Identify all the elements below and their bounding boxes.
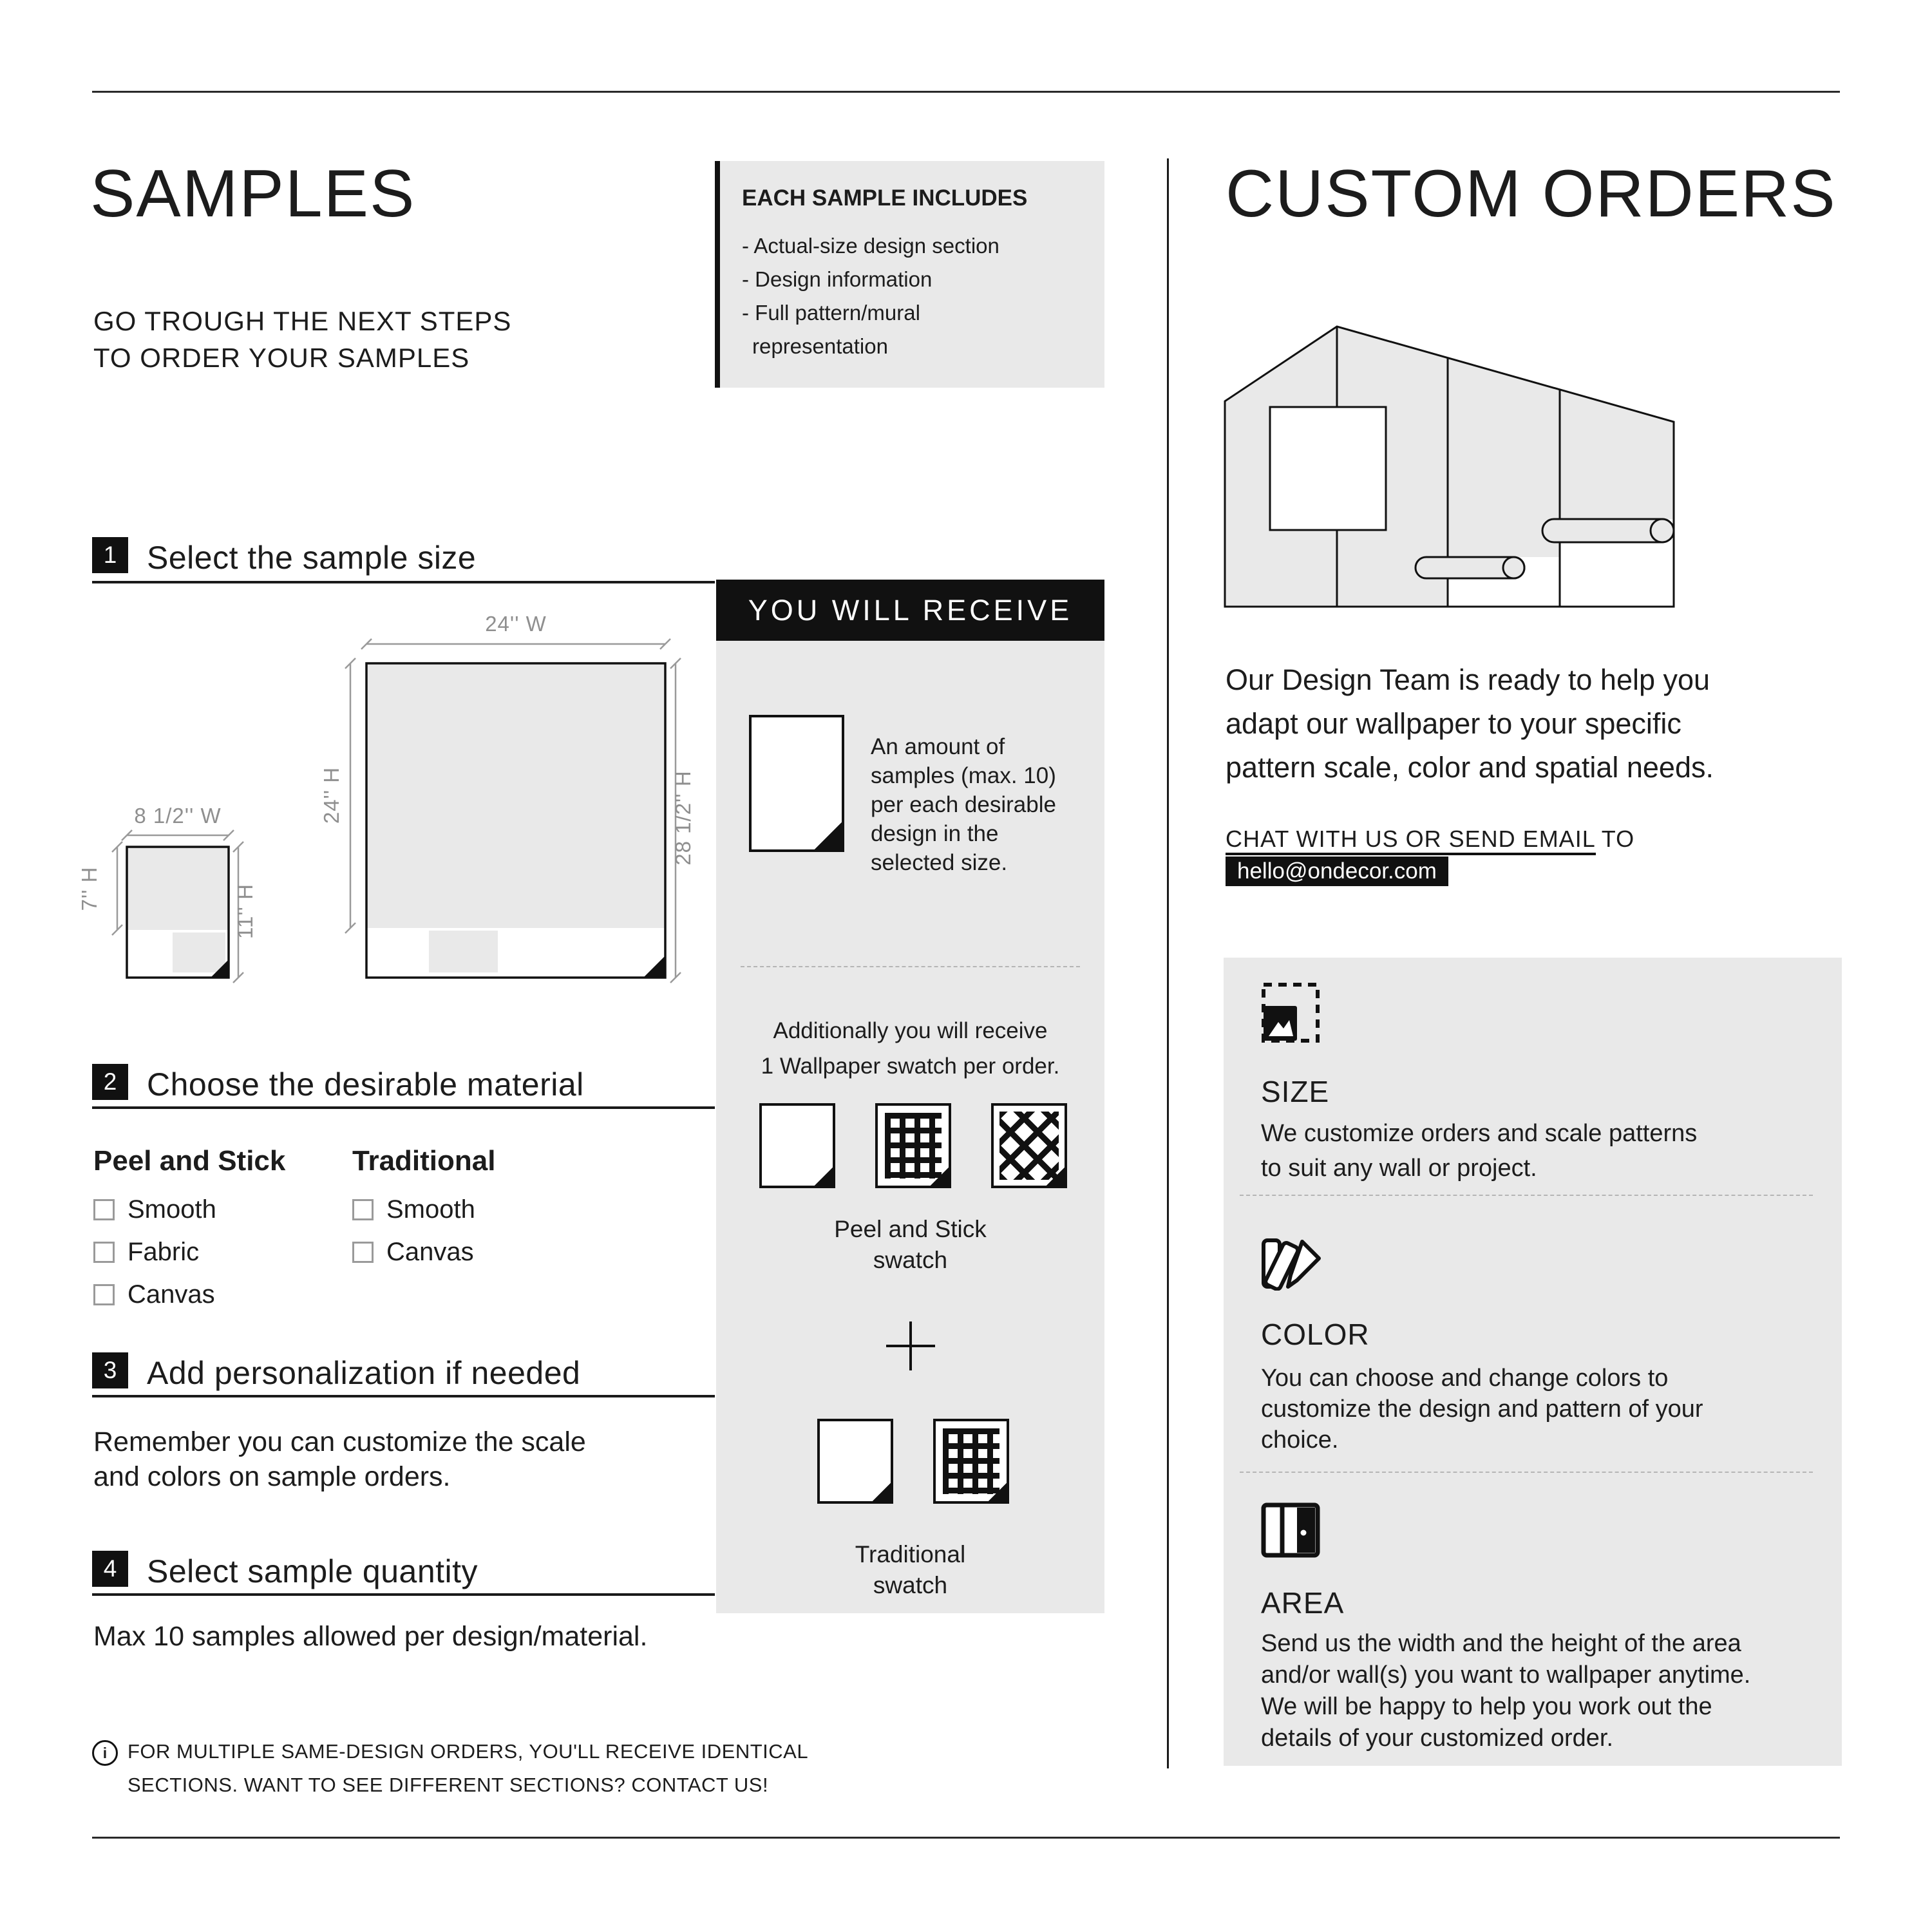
step-3-rule	[92, 1395, 715, 1397]
sample-size-diagram	[64, 605, 715, 1005]
option-row-trad-canvas	[352, 1238, 474, 1267]
traditional-swatch-label-2: swatch	[873, 1572, 948, 1598]
footer-line: SECTIONS. WANT TO SEE DIFFERENT SECTIONS? CONTACT US!	[128, 1774, 769, 1796]
step-2-rule	[92, 1106, 715, 1109]
includes-accent-bar	[715, 161, 720, 388]
amount-line: An amount of	[871, 734, 1005, 759]
custom-orders-title: CUSTOM ORDERS	[1226, 156, 1837, 231]
step-4-title: Select sample quantity	[147, 1553, 478, 1589]
step-4-note: Max 10 samples allowed per design/material.	[93, 1621, 648, 1652]
option-label: Fabric	[128, 1238, 200, 1266]
feature-line: You can choose and change colors to	[1261, 1365, 1669, 1392]
step-3-badge: 3	[92, 1352, 128, 1388]
option-label: Smooth	[128, 1195, 216, 1224]
dashed-separator	[1240, 1195, 1813, 1196]
small-height-right-label: 11'' H	[233, 884, 257, 939]
step-3-note	[93, 1425, 586, 1494]
peel-swatch-label-1: Peel and Stick	[834, 1216, 987, 1242]
checkbox-trad-smooth[interactable]	[352, 1199, 374, 1220]
includes-item: - Full pattern/mural	[742, 301, 920, 325]
banner-label: YOU WILL RECEIVE	[748, 593, 1073, 627]
includes-item: - Design information	[742, 267, 933, 291]
folded-corner	[814, 822, 842, 850]
bottom-rule	[92, 1837, 1840, 1839]
intro-line: pattern scale, color and spatial needs.	[1226, 751, 1714, 784]
step-4-rule	[92, 1593, 715, 1596]
swatch-grid-icon	[875, 1103, 951, 1188]
intro-line: adapt our wallpaper to your specific	[1226, 707, 1681, 740]
dashed-separator	[741, 966, 1080, 967]
traditional-swatch-label-1: Traditional	[855, 1541, 966, 1567]
material-heading-peel-and-stick: Peel and Stick	[93, 1145, 286, 1177]
small-height-left-label: 7'' H	[77, 866, 101, 911]
feature-line: We customize orders and scale patterns	[1261, 1120, 1698, 1147]
custom-features-panel	[1224, 958, 1842, 1766]
includes-item: - Actual-size design section	[742, 234, 999, 258]
swatch-plain-icon	[817, 1419, 893, 1504]
amount-line: per each desirable	[871, 792, 1056, 817]
step-1-title: Select the sample size	[147, 540, 477, 576]
dashed-separator	[1240, 1472, 1813, 1473]
large-height-right-label: 28 1/2'' H	[671, 770, 695, 866]
large-height-left-label: 24'' H	[319, 766, 343, 824]
small-sample-thumbnail	[173, 933, 225, 972]
small-sample-design-area	[127, 847, 229, 930]
subtitle-line: GO TROUGH THE NEXT STEPS	[93, 306, 512, 336]
feature-heading-color: COLOR	[1261, 1318, 1370, 1351]
small-width-label: 8 1/2'' W	[134, 804, 222, 828]
folded-corner	[930, 1167, 949, 1186]
contact-underline	[1226, 853, 1596, 855]
wallpaper-roll-icon	[1542, 519, 1674, 542]
swatch-crosshatch-icon	[991, 1103, 1067, 1188]
option-row-trad-smooth	[352, 1195, 475, 1224]
wall-door-area-icon	[1261, 1502, 1320, 1558]
large-sample-thumbnail	[429, 931, 498, 972]
amount-note	[871, 732, 1056, 877]
note-line: Remember you can customize the scale	[93, 1426, 586, 1457]
large-width-label: 24'' W	[485, 612, 547, 636]
info-glyph: i	[102, 1744, 108, 1761]
material-heading-traditional: Traditional	[352, 1145, 496, 1177]
folded-corner	[1046, 1167, 1065, 1186]
sample-sheet-icon	[749, 715, 844, 852]
option-row-peel-fabric	[93, 1238, 199, 1267]
checkbox-peel-fabric[interactable]	[93, 1242, 115, 1263]
folded-corner	[872, 1482, 891, 1502]
step-3-title: Add personalization if needed	[147, 1355, 581, 1391]
additional-line: 1 Wallpaper swatch per order.	[761, 1054, 1060, 1079]
includes-box	[720, 161, 1104, 388]
feature-line: choice.	[1261, 1426, 1339, 1454]
email-button[interactable]: hello@ondecor.com	[1226, 857, 1448, 886]
plus-icon	[885, 1320, 936, 1372]
contact-label: CHAT WITH US OR SEND EMAIL TO	[1226, 826, 1635, 852]
option-row-peel-smooth	[93, 1195, 216, 1224]
color-swatch-pencil-icon	[1261, 1238, 1325, 1291]
column-divider	[1167, 158, 1169, 1768]
step-2-badge: 2	[92, 1064, 128, 1100]
large-sample-design-area	[366, 663, 665, 928]
includes-item: representation	[752, 334, 888, 358]
feature-line: customize the design and pattern of your	[1261, 1396, 1703, 1423]
includes-title: EACH SAMPLE INCLUDES	[742, 185, 1028, 211]
amount-line: design in the	[871, 821, 999, 846]
swatch-plain-icon	[759, 1103, 835, 1188]
option-row-peel-canvas	[93, 1280, 215, 1309]
feature-color-text	[1261, 1363, 1703, 1455]
feature-line: We will be happy to help you work out the	[1261, 1693, 1712, 1720]
option-label: Smooth	[386, 1195, 475, 1224]
feature-area-text	[1261, 1628, 1750, 1754]
info-circle-icon	[92, 1740, 118, 1766]
folded-corner	[988, 1482, 1007, 1502]
feature-line: Send us the width and the height of the area	[1261, 1630, 1741, 1657]
additional-note	[716, 1013, 1104, 1084]
top-rule	[92, 91, 1840, 93]
samples-subtitle	[93, 303, 511, 376]
custom-orders-intro	[1226, 658, 1714, 790]
folded-corner	[814, 1167, 833, 1186]
samples-title: SAMPLES	[90, 156, 416, 231]
footer-line: FOR MULTIPLE SAME-DESIGN ORDERS, YOU'LL RECEIVE IDENTICAL	[128, 1740, 809, 1763]
step-1-rule	[92, 581, 715, 583]
you-will-receive-banner	[716, 580, 1104, 641]
amount-line: selected size.	[871, 850, 1008, 875]
feature-heading-size: SIZE	[1261, 1075, 1330, 1108]
step-4-badge: 4	[92, 1551, 128, 1587]
feature-size-text	[1261, 1116, 1697, 1186]
footer-note	[128, 1735, 808, 1802]
feature-line: details of your customized order.	[1261, 1725, 1614, 1752]
intro-line: Our Design Team is ready to help you	[1226, 663, 1710, 696]
receive-panel	[716, 641, 1104, 1613]
feature-line: and/or wall(s) you want to wallpaper anytime.	[1261, 1662, 1751, 1689]
wallpaper-roll-icon	[1416, 557, 1524, 578]
checkbox-peel-canvas[interactable]	[93, 1284, 115, 1305]
subtitle-line: TO ORDER YOUR SAMPLES	[93, 343, 470, 373]
swatch-grid-icon	[933, 1419, 1009, 1504]
window	[1270, 407, 1386, 530]
step-1-badge: 1	[92, 537, 128, 573]
option-label: Canvas	[128, 1280, 215, 1309]
additional-line: Additionally you will receive	[773, 1018, 1048, 1043]
option-label: Canvas	[386, 1238, 474, 1266]
feature-heading-area: AREA	[1261, 1586, 1345, 1620]
amount-line: samples (max. 10)	[871, 763, 1056, 788]
step-2-title: Choose the desirable material	[147, 1066, 584, 1103]
scale-size-icon	[1261, 982, 1320, 1043]
checkbox-peel-smooth[interactable]	[93, 1199, 115, 1220]
peel-swatch-label-2: swatch	[873, 1247, 948, 1273]
note-line: and colors on sample orders.	[93, 1461, 451, 1492]
checkbox-trad-canvas[interactable]	[352, 1242, 374, 1263]
house-wallpaper-illustration	[1220, 321, 1678, 611]
feature-line: to suit any wall or project.	[1261, 1155, 1537, 1182]
